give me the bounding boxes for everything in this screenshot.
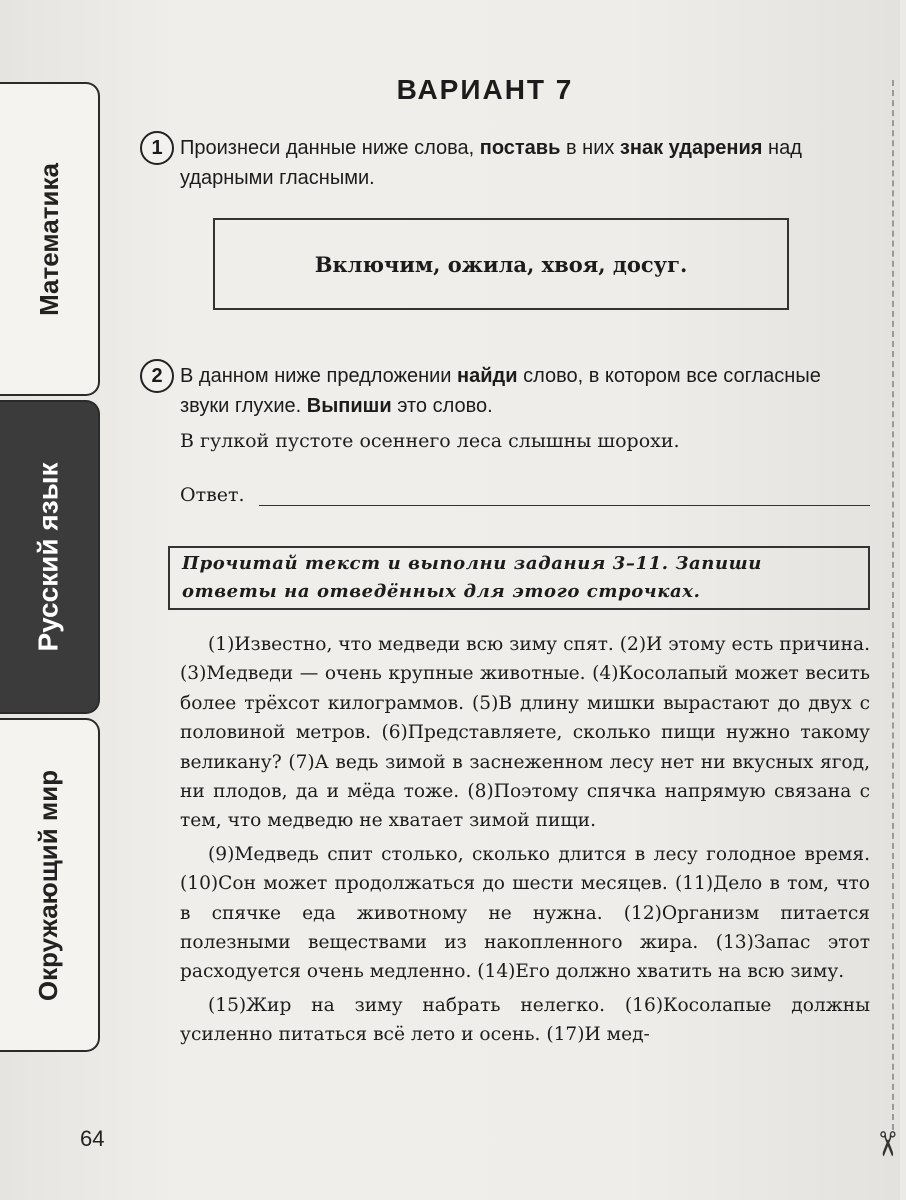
- page-number: 64: [80, 1126, 105, 1151]
- cut-line: [892, 80, 894, 1130]
- reading-instruction-box: [168, 546, 870, 610]
- task-2-text-b: найди: [457, 365, 518, 387]
- task-1-number: 1: [140, 131, 174, 165]
- task-1-text-a: Произнеси данные ниже слова,: [180, 137, 480, 159]
- task-1-text-d: знак ударения: [619, 137, 763, 159]
- reading-instruction: Прочитай текст и выполни задания 3–11. Запиши ответы на отведённых для этого строчках.: [182, 553, 762, 602]
- tab-russian-language[interactable]: [0, 400, 100, 714]
- tab-mathematics[interactable]: [0, 82, 100, 396]
- task-2-answer-row: [180, 476, 870, 506]
- task-2-answer-label: Ответ.: [180, 484, 245, 506]
- reading-text: [180, 630, 870, 1054]
- task-1-words-box: [213, 218, 789, 310]
- tab-mathematics-label: Математика: [33, 162, 64, 316]
- task-2-text: [180, 361, 870, 421]
- text-paragraph-1: (1)Известно, что медведи всю зиму спят. (2)И этому есть причина. (3)Медведи — очень крупные животные. (4)Косолапый может весить более трёхсот килограммов. (5)В длину мишки вырастают до двух с половиной метров. (6)Представляете, сколько пищи нужно такому великану? (7)А ведь зимой в заснеженном лесу нет ни вкусных ягод, ни плодов, да и мёда тоже. (8)Поэтому спячка напрямую связана с тем, что медведю не хватает зимой пищи.: [180, 634, 870, 832]
- tab-world-around[interactable]: [0, 718, 100, 1052]
- task-2-answer-field[interactable]: [259, 483, 870, 506]
- task-1-text-e: над ударными гласными.: [180, 137, 802, 189]
- task-1-words: Включим, ожила, хвоя, досуг.: [314, 251, 688, 277]
- task-2-number: 2: [140, 359, 174, 393]
- task-2-text-d: Выпиши: [306, 395, 392, 417]
- task-2-text-e: это слово.: [391, 395, 493, 417]
- text-paragraph-2: (9)Медведь спит столько, сколько длится в лесу голодное время. (10)Сон может продолжаться до шести месяцев. (11)Дело в том, что в спячке еда животному не нужна. (12)Организм питается полезными веществами из накопленного жира. (13)Запас этот расходуется очень медленно. (14)Его должно хватить на всю зиму.: [180, 843, 870, 983]
- task-1-text-c: в них: [560, 137, 620, 159]
- tab-world-around-label: Окружающий мир: [33, 769, 64, 1001]
- variant-title: ВАРИАНТ 7: [396, 74, 574, 105]
- task-2-text-a: В данном ниже предложении: [180, 365, 458, 387]
- scissors-icon: ✂: [867, 1129, 906, 1159]
- task-2-sentence: В гулкой пустоте осеннего леса слышны шорохи.: [180, 430, 680, 452]
- task-1-text-b: поставь: [479, 137, 561, 159]
- task-2-text-c: слово, в котором все согласные звуки глухие.: [180, 365, 821, 417]
- task-1-text: [180, 133, 870, 193]
- tab-russian-language-label: Русский язык: [33, 462, 65, 652]
- text-paragraph-3: (15)Жир на зиму набрать нелегко. (16)Косолапые должны усиленно питаться всё лето и осень. (17)И мед-: [180, 994, 870, 1046]
